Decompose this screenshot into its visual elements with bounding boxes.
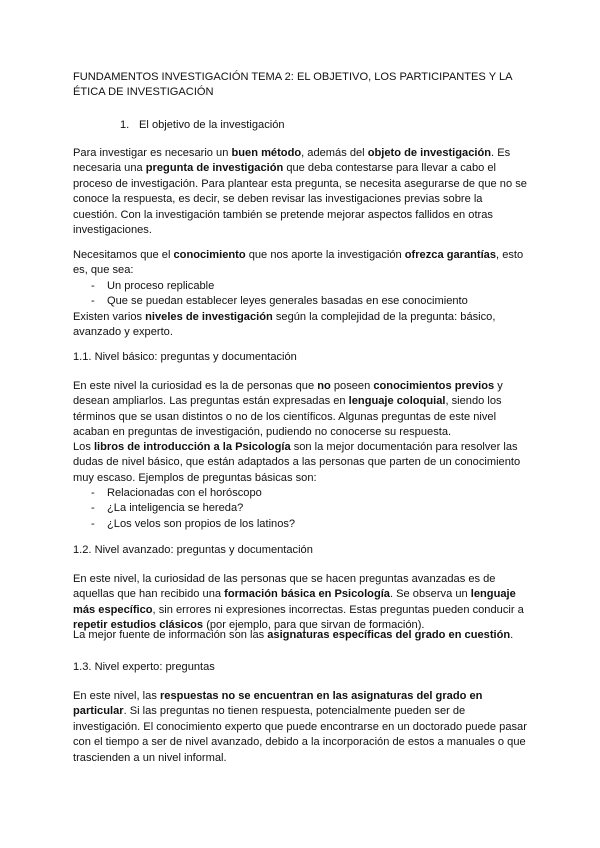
section-1-1-heading: 1.1. Nivel básico: preguntas y documentación [73,351,297,363]
text-run: que deba contestarse para llevar a cabo el proceso de investigación. Para plantear esta pregunta, se necesita asegurarse de que no se conoce la respuesta, es decir, se deben revisar las investigaciones previas sobre la cuestión. Con la investigación también se pretende mejorar aspectos fallidos en otras investigaciones. [73,162,527,237]
section-1-paragraph-2 [73,248,529,279]
bold-text: libros de introducción a la Psicología [93,441,291,453]
text-run: poseen [330,380,374,392]
bold-text: formación básica en Psicología [224,588,390,601]
text-run: Necesitamos que el [73,249,174,261]
bold-text: asignaturas específicas del grado en cuestión [267,629,511,641]
section-1-paragraph-3 [73,310,529,341]
bold-text: pregunta de investigación [145,162,284,175]
section-1-1-list [73,486,529,532]
section-1-1-list-item: - Relacionadas con el horóscopo [73,486,529,501]
text-run: según la complejidad de la pregunta: básico, avanzado y experto. [73,311,496,339]
bold-text: lenguaje coloquial [348,395,446,408]
text-run: En este nivel la curiosidad es la de personas que [73,380,318,392]
text-run: , sin errores ni expresiones incorrectas. Estas preguntas pueden conducir a [152,603,524,616]
section-1-title: El objetivo de la investigación [139,119,285,131]
bold-text: lenguaje más específico [73,588,516,616]
section-1-number: 1. [120,119,130,131]
section-1-3-heading: 1.3. Nivel experto: preguntas [73,661,215,673]
text-run: que nos aporte la investigación [245,249,405,261]
bold-text: repetir estudios clásicos [73,619,204,632]
bold-text: ofrezca garantías [404,249,497,261]
text-run: En este nivel, la curiosidad de las personas que se hacen preguntas avanzadas es de aquellas que han recibido una [73,573,496,601]
bold-text: no [317,380,331,392]
section-1-list-item: - Un proceso replicable [73,279,529,294]
text-run: y desean ampliarlos. Las preguntas están expresadas en [73,380,503,408]
section-1-2-paragraph-1 [73,572,529,634]
section-1-list-item: - Que se puedan establecer leyes generales basadas en ese conocimiento [73,294,529,309]
bold-text: respuestas no se encuentran en las asignaturas del grado en particular [73,690,483,718]
bold-text: objeto de investigación [367,147,492,159]
text-run: , esto es, que sea: [73,249,524,277]
bold-text: conocimiento [173,249,246,261]
section-1-2-paragraph-2 [73,628,529,643]
section-1-1-paragraph-1 [73,379,529,441]
text-run: Existen varios [73,311,146,323]
text-run: La mejor fuente de información son las [73,629,268,641]
text-run: Los [73,441,94,453]
document-title: FUNDAMENTOS INVESTIGACIÓN TEMA 2: EL OBJETIVO, LOS PARTICIPANTES Y LA ÉTICA DE INVESTIGACIÓN [73,71,512,99]
text-run: . Si las preguntas no tienen respuesta, potencialmente pueden ser de investigación. El conocimiento experto que puede encontrarse en un doctorado puede pasar con el tiempo a ser de nivel avanzado, debido a la incorporación de estos a manuales o que trascienden a un nivel informal. [73,705,527,764]
text-run: , además del [301,147,368,159]
bold-text: conocimientos previos [373,380,495,392]
section-1-3-paragraph-1 [73,689,529,766]
section-1-2-heading: 1.2. Nivel avanzado: preguntas y documentación [73,544,313,556]
section-1-1-list-item: - ¿Los velos son propios de los latinos? [73,517,529,532]
text-run: (por ejemplo, para que sirvan de formación). [203,619,425,632]
text-run: son la mejor documentación para resolver las dudas de nivel básico, que están adaptados a las personas que parten de un conocimiento muy escaso. Ejemplos de preguntas básicas son: [73,441,521,484]
section-1-1-paragraph-2 [73,440,529,486]
text-run: . Es necesaria una [73,147,511,175]
section-1-list [73,279,529,310]
text-run: Para investigar es necesario un [73,147,232,159]
bold-text: buen método [231,147,302,159]
section-1-1-list-item: - ¿La inteligencia se hereda? [73,501,529,516]
section-1-paragraph-1 [73,146,529,238]
text-run: , siendo los términos que se usan distintos o no de los científicos. Algunas preguntas de este nivel acaban en preguntas de investigación, pudiendo no conocerse su respuesta. [73,395,502,439]
text-run: En este nivel, las [73,690,160,702]
text-run: . [510,629,514,641]
bold-text: niveles de investigación [145,311,273,323]
text-run: . Se observa un [389,588,471,601]
